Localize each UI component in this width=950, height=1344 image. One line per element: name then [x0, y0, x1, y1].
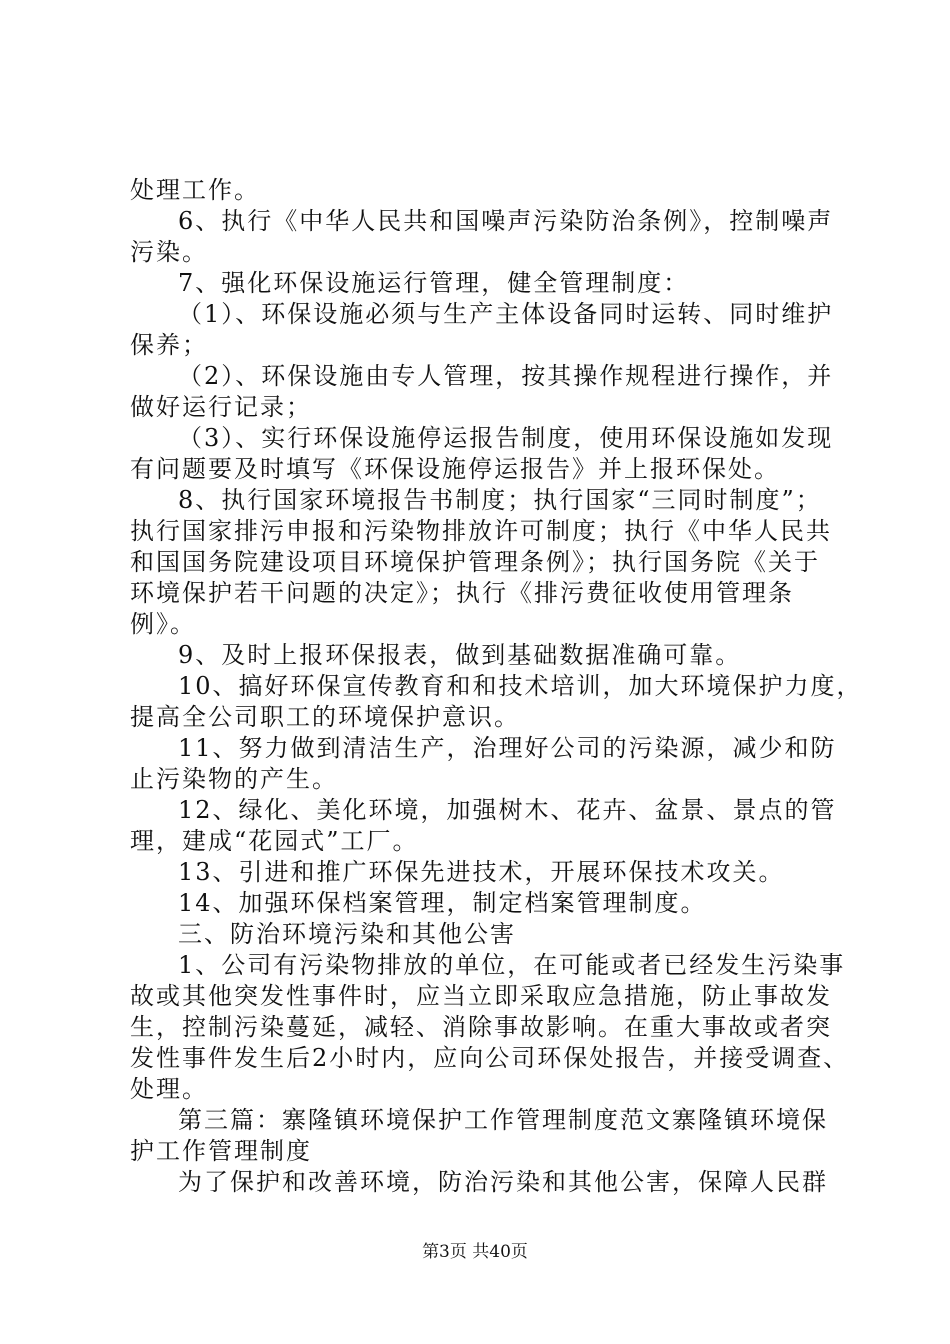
text-line: 污染。: [130, 238, 208, 266]
text-line: 例》。: [130, 610, 196, 638]
chapter-heading: 护工作管理制度: [130, 1137, 312, 1165]
text-line: （1）、环保设施必须与生产主体设备同时运转、同时维护: [178, 300, 834, 328]
section-heading: 三、防治环境污染和其他公害: [178, 920, 516, 948]
text-line: 9、及时上报环保报表，做到基础数据准确可靠。: [178, 641, 742, 669]
text-line: 处理工作。: [130, 176, 260, 204]
text-line: 故或其他突发性事件时，应当立即采取应急措施，防止事故发: [130, 982, 832, 1010]
text-line: 10、搞好环保宣传教育和和技术培训，加大环境保护力度，: [178, 672, 863, 700]
text-line: 做好运行记录；: [130, 393, 312, 421]
text-line: 环境保护若干问题的决定》；执行《排污费征收使用管理条: [130, 579, 794, 607]
text-line: 为了保护和改善环境，防治污染和其他公害，保障人民群: [178, 1168, 828, 1196]
text-line: 6、执行《中华人民共和国噪声污染防治条例》，控制噪声: [178, 207, 834, 235]
text-line: 11、努力做到清洁生产，治理好公司的污染源，减少和防: [178, 734, 837, 762]
text-line: 8、执行国家环境报告书制度；执行国家“三同时制度”；: [178, 486, 822, 514]
text-line: 14、加强环保档案管理，制定档案管理制度。: [178, 889, 707, 917]
text-line: 提高全公司职工的环境保护意识。: [130, 703, 520, 731]
text-line: 7、强化环保设施运行管理，健全管理制度：: [178, 269, 690, 297]
text-line: 和国国务院建设项目环境保护管理条例》；执行国务院《关于: [130, 548, 820, 576]
text-line: 理，建成“花园式”工厂。: [130, 827, 419, 855]
text-line: 保养；: [130, 331, 208, 359]
page-number-footer: 第3页 共40页: [422, 1242, 528, 1262]
text-line: （3）、实行环保设施停运报告制度，使用环保设施如发现: [178, 424, 834, 452]
text-line: 13、引进和推广环保先进技术，开展环保技术攻关。: [178, 858, 785, 886]
text-line: 止污染物的产生。: [130, 765, 338, 793]
text-line: 有问题要及时填写《环保设施停运报告》并上报环保处。: [130, 455, 780, 483]
chapter-heading: 第三篇：寨隆镇环境保护工作管理制度范文寨隆镇环境保: [178, 1106, 828, 1134]
text-line: 发性事件发生后2小时内，应向公司环保处报告，并接受调查、: [130, 1044, 850, 1072]
text-line: 生，控制污染蔓延，减轻、消除事故影响。在重大事故或者突: [130, 1013, 832, 1041]
text-line: 执行国家排污申报和污染物排放许可制度；执行《中华人民共: [130, 517, 832, 545]
text-line: 处理。: [130, 1075, 208, 1103]
text-line: 1、公司有污染物排放的单位，在可能或者已经发生污染事: [178, 951, 846, 979]
text-line: 12、绿化、美化环境，加强树木、花卉、盆景、景点的管: [178, 796, 837, 824]
text-line: （2）、环保设施由专人管理，按其操作规程进行操作，并: [178, 362, 834, 390]
